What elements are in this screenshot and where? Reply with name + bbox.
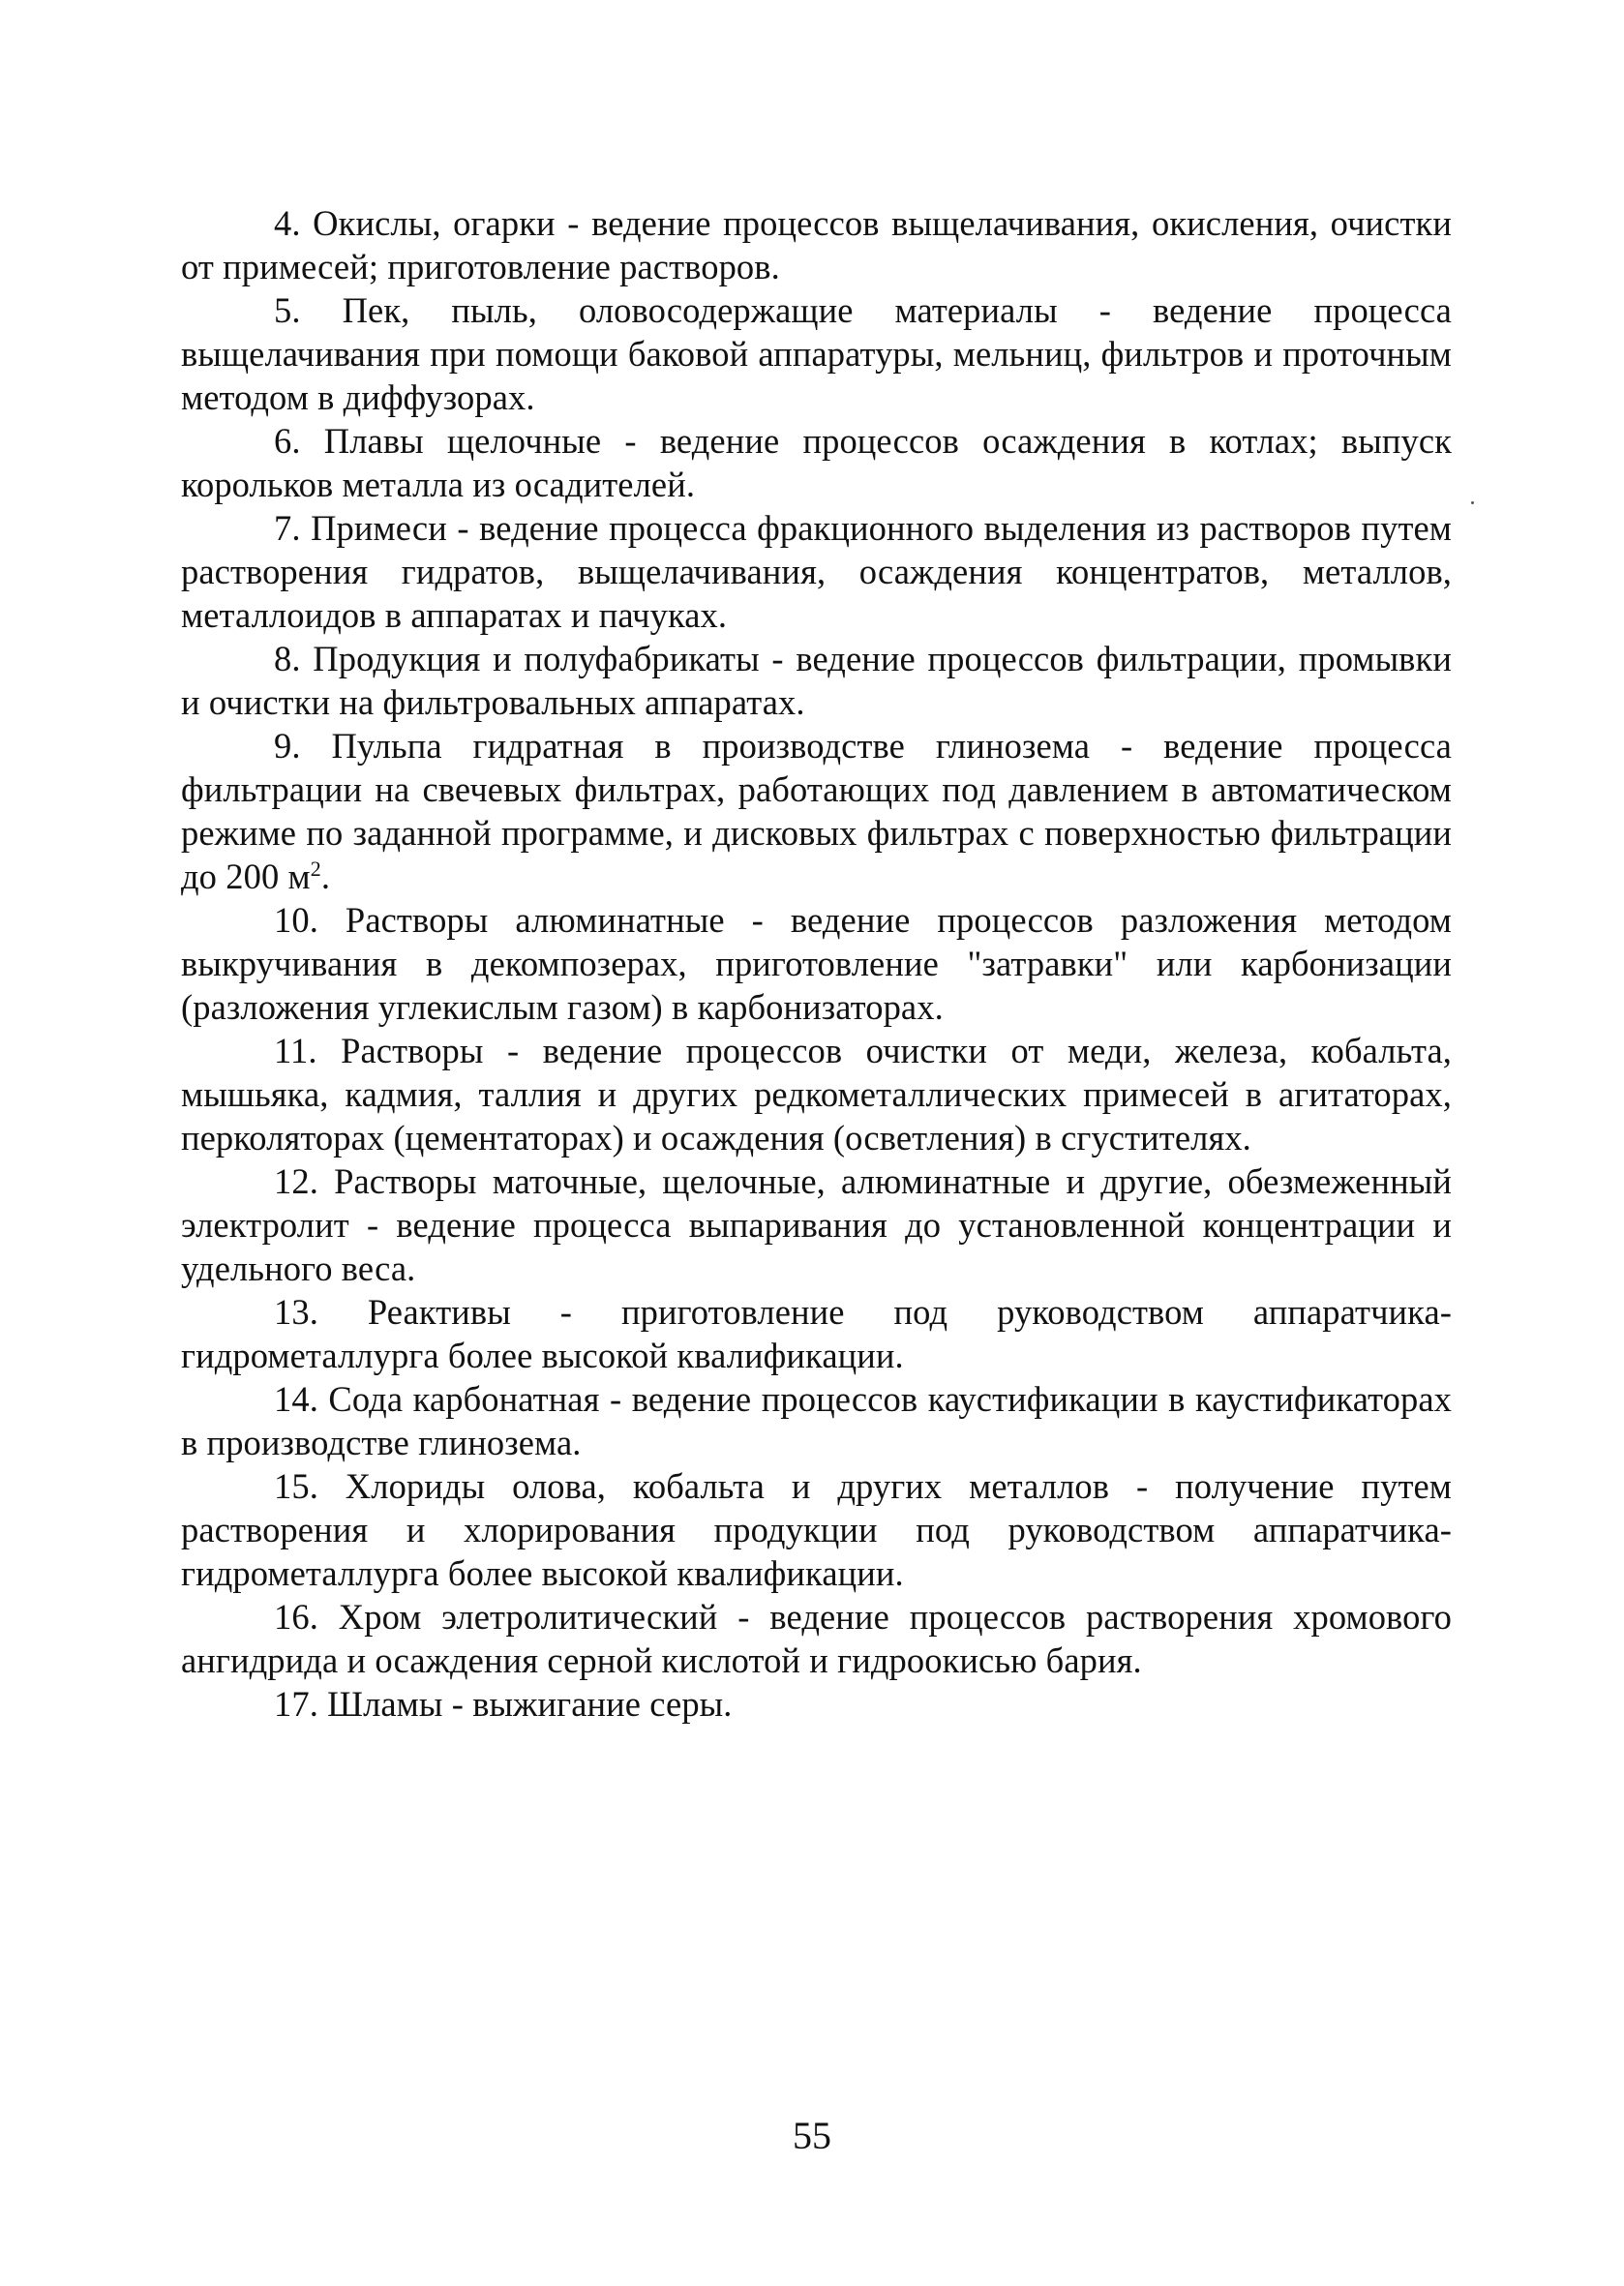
paragraph-item-10: 10. Растворы алюминатные - ведение процессов разложения методом выкручивания в декомпозерах, приготовление "затравки" или карбонизации (разложения углекислым газом) в карбонизаторах.: [181, 900, 1452, 1027]
paragraph-item-9: [181, 724, 1452, 898]
paragraph-item-9-text: 9. Пульпа гидратная в производстве глинозема - ведение процесса фильтрации на свечевых фильтрах, работающих под давлением в автоматическом режиме по заданной программе, и дисковых фильтрах с поверхностью фильтрации до 200 м: [181, 726, 1452, 896]
superscript-square: 2: [310, 856, 321, 881]
paragraph-item-7: 7. Примеси - ведение процесса фракционного выделения из растворов путем растворения гидратов, выщелачивания, осаждения концентратов, металлов, металлоидов в аппаратах и пачуках.: [181, 508, 1452, 635]
paragraph-item-17: 17. Шламы - выжигание серы.: [274, 1684, 733, 1724]
paragraph-item-4: 4. Окислы, огарки - ведение процессов выщелачивания, окисления, очистки от примесей; приготовление растворов.: [181, 203, 1452, 286]
paragraph-item-15: 15. Хлориды олова, кобальта и других металлов - получение путем растворения и хлорирования продукции под руководством аппаратчика-гидрометаллурга более высокой квалификации.: [181, 1466, 1452, 1593]
body-text: [181, 201, 1452, 1726]
paragraph-item-8: 8. Продукция и полуфабрикаты - ведение процессов фильтрации, промывки и очистки на фильтровальных аппаратах.: [181, 639, 1452, 722]
scan-speck: [1471, 501, 1474, 504]
paragraph-item-12: 12. Растворы маточные, щелочные, алюминатные и другие, обезмеженный электролит - ведение процесса выпаривания до установленной концентрации и удельного веса.: [181, 1161, 1452, 1288]
paragraph-item-6: 6. Плавы щелочные - ведение процессов осаждения в котлах; выпуск корольков металла из осадителей.: [181, 421, 1452, 504]
paragraph-item-14: 14. Сода карбонатная - ведение процессов каустификации в каустификаторах в производстве глинозема.: [181, 1379, 1452, 1462]
paragraph-item-5: 5. Пек, пыль, оловосодержащие материалы - ведение процесса выщелачивания при помощи баковой аппаратуры, мельниц, фильтров и проточным методом в диффузорах.: [181, 290, 1452, 417]
page-number: 55: [793, 2114, 831, 2157]
paragraph-item-16: 16. Хром элетролитический - ведение процессов растворения хромового ангидрида и осаждения серной кислотой и гидроокисью бария.: [181, 1597, 1452, 1680]
paragraph-item-9-end: .: [320, 857, 331, 896]
paragraph-item-11: 11. Растворы - ведение процессов очистки от меди, железа, кобальта, мышьяка, кадмия, таллия и других редкометаллических примесей в агитаторах, перколяторах (цементаторах) и осаждения (осветления) в сгустителях.: [181, 1031, 1452, 1158]
paragraph-item-13: 13. Реактивы - приготовление под руководством аппаратчика-гидрометаллурга более высокой квалификации.: [181, 1292, 1452, 1375]
